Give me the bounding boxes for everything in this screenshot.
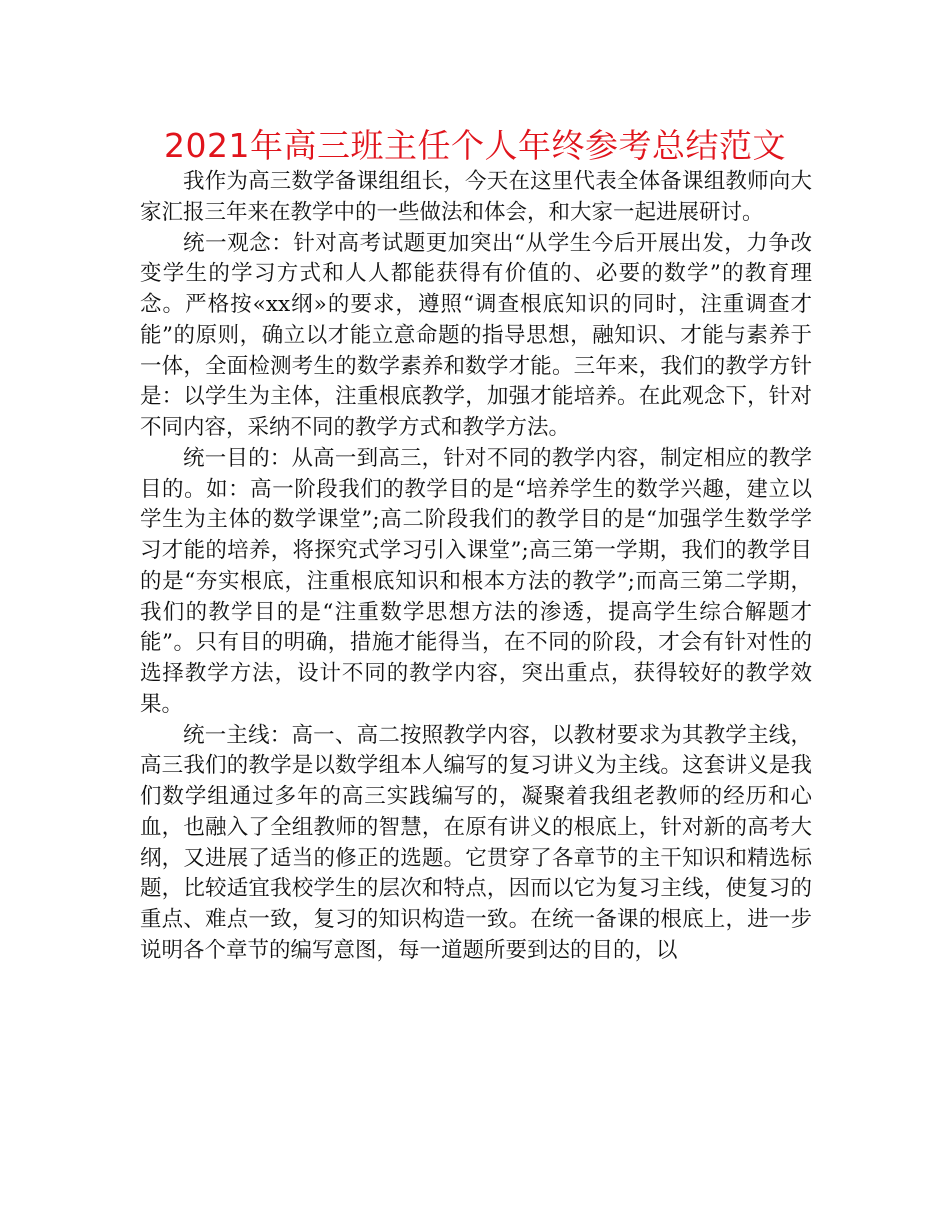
- document-body: [140, 167, 812, 967]
- document-title: 2021年高三班主任个人年终参考总结范文: [164, 126, 786, 165]
- paragraph-unified-mainline: 统一主线：高一、高二按照教学内容，以教材要求为其教学主线，高三我们的教学是以数学组本人编写的复习讲义为主线。这套讲义是我们数学组通过多年的高三实践编写的，凝聚着我组老教师的经历和心血，也融入了全组教师的智慧，在原有讲义的根底上，针对新的高考大纲，又进展了适当的修正的选题。它贯穿了各章节的主干知识和精选标题，比较适宜我校学生的层次和特点，因而以它为复习主线，使复习的重点、难点一致，复习的知识构造一致。在统一备课的根底上，进一步说明各个章节的编写意图，每一道题所要到达的目的，以: [140, 722, 812, 963]
- paragraph-unified-goal: 统一目的：从高一到高三，针对不同的教学内容，制定相应的教学目的。如：高一阶段我们的教学目的是“培养学生的数学兴趣，建立以学生为主体的数学课堂”;高二阶段我们的教学目的是“加强学生数学学习才能的培养，将探究式学习引入课堂”;高三第一学期，我们的教学目的是“夯实根底，注重根底知识和根本方法的教学”;而高三第二学期，我们的教学目的是“注重数学思想方法的渗透，提高学生综合解题才能”。只有目的明确，措施才能得当，在不同的阶段，才会有针对性的选择教学方法，设计不同的教学内容，突出重点，获得较好的教学效果。: [140, 445, 812, 717]
- paragraph-intro: 我作为高三数学备课组组长，今天在这里代表全体备课组教师向大家汇报三年来在教学中的一些做法和体会，和大家一起进展研讨。: [140, 169, 812, 225]
- paragraph-unified-concept: 统一观念：针对高考试题更加突出“从学生今后开展出发，力争改变学生的学习方式和人人都能获得有价值的、必要的数学”的教育理念。严格按«xx纲»的要求，遵照“调查根底知识的同时，注重调查才能”的原则，确立以才能立意命题的指导思想，融知识、才能与素养于一体，全面检测考生的数学素养和数学才能。三年来，我们的教学方针是：以学生为主体，注重根底教学，加强才能培养。在此观念下，针对不同内容，采纳不同的教学方式和教学方法。: [140, 230, 812, 440]
